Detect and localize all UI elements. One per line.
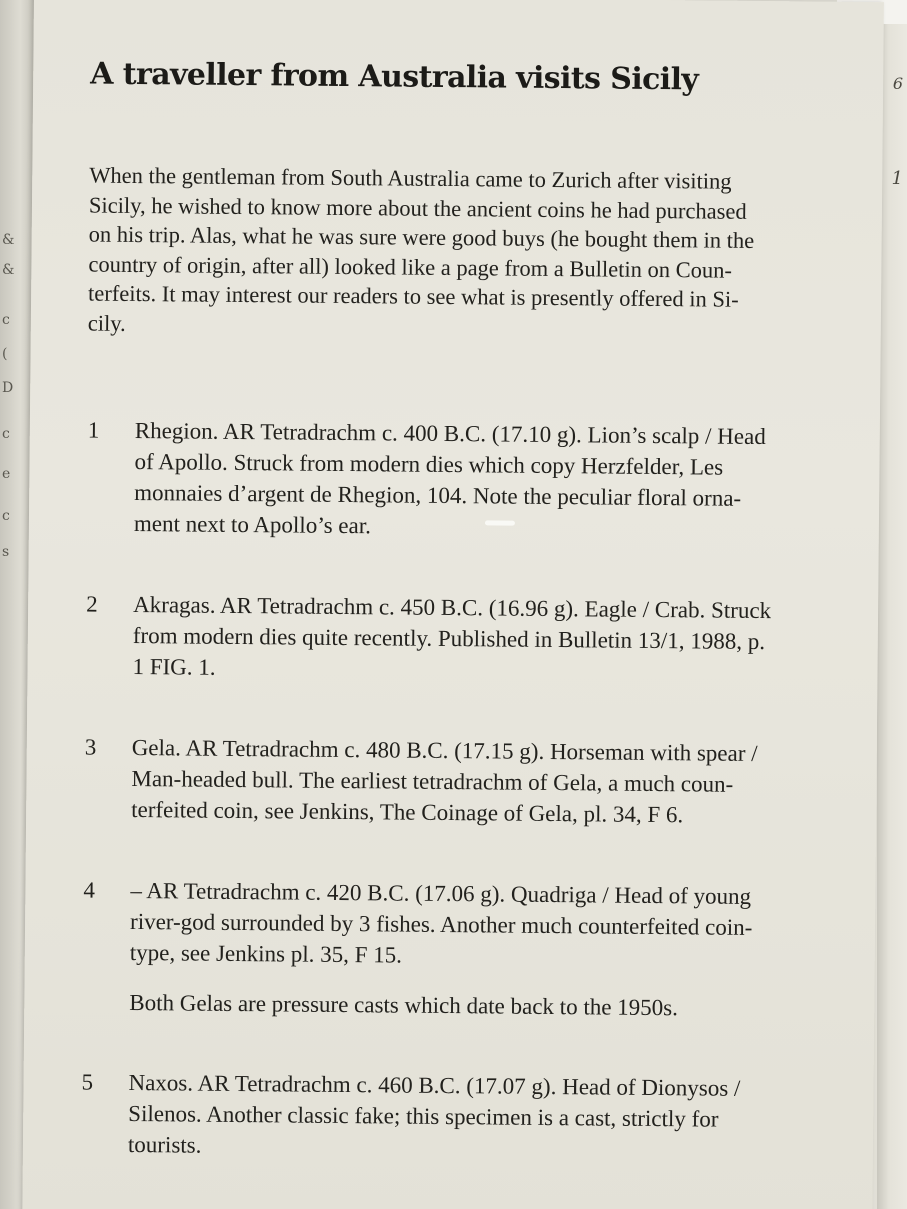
entry-line: Naxos. AR Tetradrachm c. 460 B.C. (17.07 g). Head of Dionysos /	[128, 1069, 741, 1101]
entry-line: – AR Tetradrachm c. 420 B.C. (17.06 g). Quadriga / Head of young	[130, 877, 752, 909]
entry-line: ment next to Apollo’s ear.	[133, 510, 372, 539]
entry-line: 1 FIG. 1.	[132, 653, 216, 680]
intro-line: Sicily, he wished to know more about the ancient coins he had purchased	[88, 192, 747, 224]
entry-line: Man-headed bull. The earliest tetradrachm of Gela, a much coun-	[131, 765, 734, 797]
left-margin-fragment: c	[2, 508, 10, 524]
coin-entry	[87, 415, 868, 539]
left-margin-fragment: c	[2, 426, 10, 442]
light-glare	[485, 520, 515, 525]
entry-text	[128, 1067, 859, 1167]
left-margin-fragment: &	[2, 262, 15, 278]
book-page	[22, 0, 884, 1209]
left-margin-fragment: &	[2, 232, 15, 248]
left-margin-fragment: e	[2, 466, 11, 482]
margin-page-number: 6	[892, 74, 903, 93]
intro-paragraph	[88, 161, 850, 345]
entry-line: terfeited coin, see Jenkins, The Coinage of Gela, pl. 34, F 6.	[131, 796, 684, 828]
entry-line: Akragas. AR Tetradrachm c. 450 B.C. (16.96 g). Eagle / Crab. Struck	[133, 591, 772, 624]
entry-line: of Apollo. Struck from modern dies which copy Herzfelder, Les	[134, 448, 724, 480]
entry-number: 5	[81, 1069, 94, 1095]
entry-line: type, see Jenkins pl. 35, F 15.	[129, 939, 403, 968]
left-margin-fragment: (	[2, 346, 8, 362]
entry-line: tourists.	[127, 1131, 202, 1158]
entry-line: Rhegion. AR Tetradrachm c. 400 B.C. (17.10 g). Lion’s scalp / Head	[134, 417, 766, 450]
coin-entry	[86, 589, 866, 680]
left-margin-fragment: c	[2, 312, 10, 328]
gelas-note: Both Gelas are pressure casts which date back to the 1950s.	[129, 989, 679, 1021]
entry-number: 3	[84, 734, 97, 760]
entry-line: monnaies d’argent de Rhegion, 104. Note the peculiar floral orna-	[134, 479, 742, 511]
entry-text	[130, 875, 861, 975]
margin-right-fragment: 1	[891, 168, 903, 189]
left-margin-fragment: D	[2, 380, 14, 396]
entry-number: 1	[87, 417, 100, 443]
entry-line: from modern dies quite recently. Published in Bulletin 13/1, 1988, p.	[132, 622, 766, 655]
intro-line: When the gentleman from South Australia came to Zurich after visiting	[89, 162, 732, 194]
entry-line: Gela. AR Tetradrachm c. 480 B.C. (17.15 g). Horseman with spear /	[131, 734, 758, 766]
intro-line: country of origin, after all) looked like a page from a Bulletin on Coun-	[88, 251, 733, 283]
left-margin-fragment: s	[2, 544, 10, 560]
entry-number: 4	[83, 877, 96, 903]
intro-line: on his trip. Alas, what he was sure were good buys (he bought them in the	[88, 221, 755, 253]
entry-text	[134, 415, 865, 546]
intro-line: cily.	[87, 310, 126, 336]
entry-line: Silenos. Another classic fake; this specimen is a cast, strictly for	[128, 1100, 719, 1132]
intro-line: terfeits. It may interest our readers to see what is presently offered in Si-	[88, 280, 739, 312]
coin-entry	[81, 1067, 862, 1158]
entry-number: 2	[86, 591, 98, 617]
entry-text	[132, 589, 863, 689]
article-title: A traveller from Australia visits Sicily	[90, 56, 699, 98]
entry-line: river-god surrounded by 3 fishes. Another much counterfeited coin-	[129, 908, 753, 940]
coin-entry	[84, 732, 865, 828]
entry-text	[131, 732, 862, 832]
coin-entry	[83, 875, 864, 968]
